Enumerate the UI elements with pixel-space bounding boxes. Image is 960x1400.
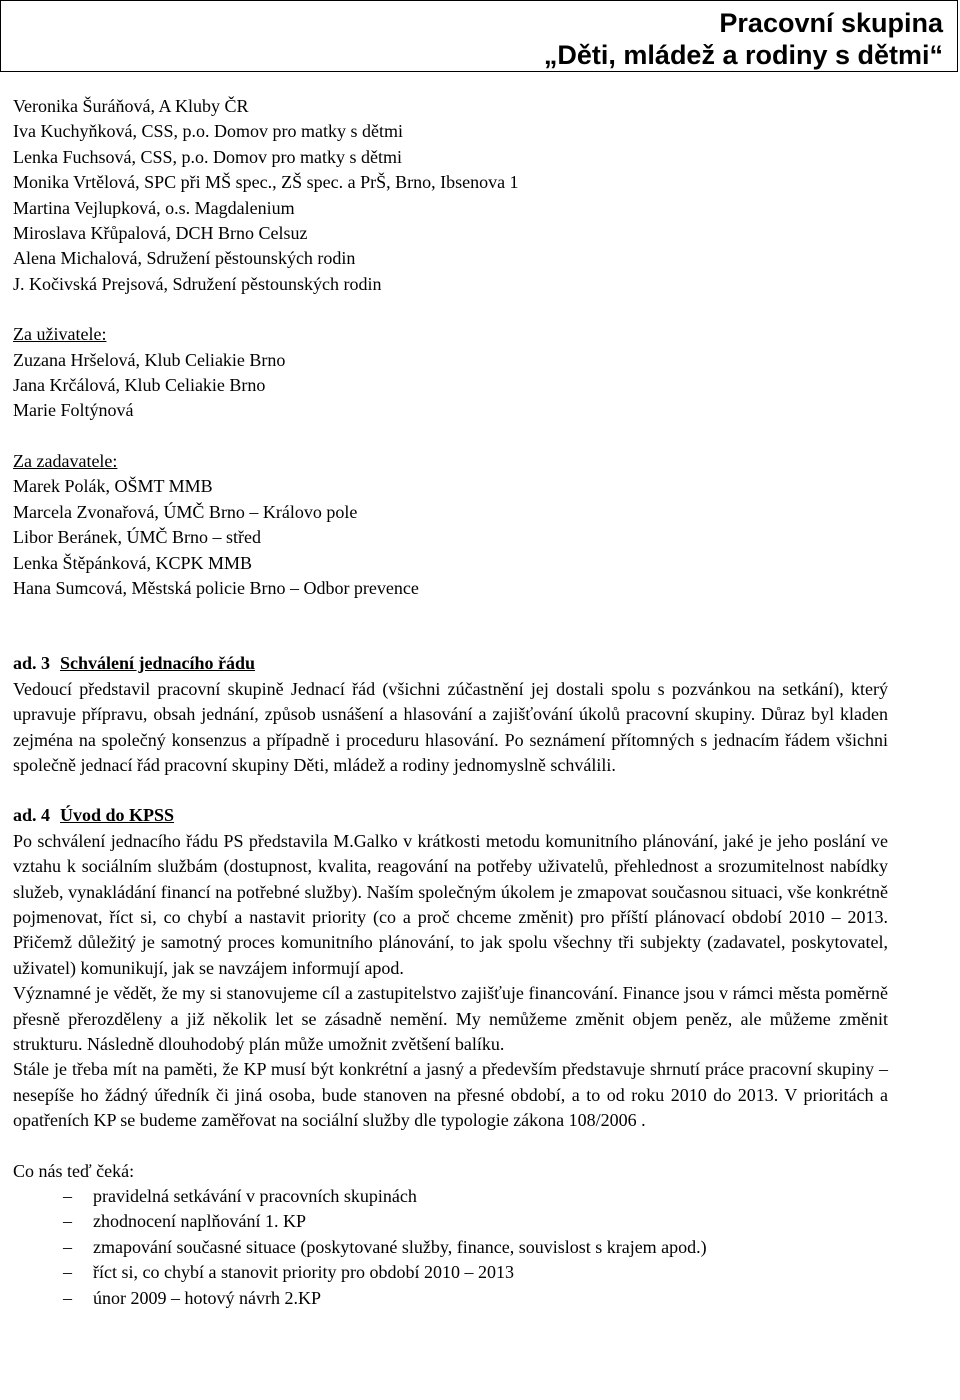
sponsors-heading: Za zadavatele: bbox=[13, 450, 118, 471]
list-item bbox=[13, 1260, 888, 1285]
section-4-paragraph-3: Stále je třeba mít na paměti, že KP musí být konkrétní a jasný a především představuje shrnutí práce pracovní skupiny – nesepíše ho žádný úředník či jiná osoba, bude stanoven na přesné období, a to od roku 2010 do 2013. V prioritách a opatřeních KP se budeme zaměřovat na sociální služby dle typologie zákona 108/2006 . bbox=[13, 1059, 888, 1131]
header-title-line2: „Děti, mládež a rodiny s dětmi“ bbox=[543, 40, 943, 70]
section-4-title: Úvod do KPSS bbox=[60, 805, 175, 826]
list-item-text: říct si, co chybí a stanovit priority pro období 2010 – 2013 bbox=[93, 1262, 514, 1283]
section-3 bbox=[13, 651, 888, 778]
section-4-heading bbox=[13, 803, 888, 828]
next-steps-list bbox=[13, 1184, 888, 1311]
member-line: Martina Vejlupková, o.s. Magdalenium bbox=[13, 197, 295, 218]
dash-bullet-icon: – bbox=[63, 1186, 72, 1207]
dash-bullet-icon: – bbox=[63, 1211, 72, 1232]
list-item bbox=[13, 1184, 888, 1209]
member-line: Alena Michalová, Sdružení pěstounských rodin bbox=[13, 248, 356, 269]
section-3-number: ad. 3 bbox=[13, 653, 51, 674]
next-steps-heading: Co nás teď čeká: bbox=[13, 1160, 135, 1181]
sponsor-line: Libor Beránek, ÚMČ Brno – střed bbox=[13, 527, 261, 548]
member-line: J. Kočivská Prejsová, Sdružení pěstounských rodin bbox=[13, 273, 382, 294]
dash-bullet-icon: – bbox=[63, 1262, 72, 1283]
list-item-text: zmapování současné situace (poskytované služby, finance, souvislost s krajem apod.) bbox=[93, 1236, 707, 1257]
section-3-heading bbox=[13, 651, 888, 676]
page-header bbox=[0, 0, 958, 72]
member-line: Miroslava Křůpalová, DCH Brno Celsuz bbox=[13, 223, 308, 244]
header-title-line1: Pracovní skupina bbox=[719, 8, 943, 38]
next-steps bbox=[13, 1159, 888, 1311]
member-line: Monika Vrtělová, SPC při MŠ spec., ZŠ spec. a PrŠ, Brno, Ibsenova 1 bbox=[13, 172, 519, 193]
header-title bbox=[544, 7, 943, 71]
sponsors-block bbox=[13, 449, 888, 601]
users-block bbox=[13, 322, 888, 424]
member-line: Veronika Šuráňová, A Kluby ČR bbox=[13, 96, 249, 116]
list-item-text: pravidelná setkávání v pracovních skupinách bbox=[93, 1186, 417, 1207]
dash-bullet-icon: – bbox=[63, 1236, 72, 1257]
member-line: Lenka Fuchsová, CSS, p.o. Domov pro matky s dětmi bbox=[13, 146, 402, 167]
users-heading: Za uživatele: bbox=[13, 324, 107, 345]
section-4 bbox=[13, 803, 888, 1133]
member-line: Iva Kuchyňková, CSS, p.o. Domov pro matky s dětmi bbox=[13, 121, 403, 142]
section-3-title: Schválení jednacího řádu bbox=[60, 653, 256, 674]
list-item bbox=[13, 1235, 888, 1260]
sponsor-line: Lenka Štěpánková, KCPK MMB bbox=[13, 552, 252, 573]
document-body bbox=[13, 94, 888, 1311]
user-line: Zuzana Hršelová, Klub Celiakie Brno bbox=[13, 349, 286, 370]
sponsor-line: Marek Polák, OŠMT MMB bbox=[13, 476, 213, 497]
section-4-paragraph-2: Významné je vědět, že my si stanovujeme cíl a zastupitelstvo zajišťuje financování. Finance jsou v rámci města poměrně přesně přerozděleny a již několik let se zásadně nemění. My nemůžeme změnit objem peněz, ale můžeme změnit strukturu. Následně dlouhodobý plán může umožnit zvětšení balíku. bbox=[13, 983, 888, 1054]
section-4-paragraph-1: Po schválení jednacího řádu PS představila M.Galko v krátkosti metodu komunitního plánování, jaké je jeho poslání ve vztahu k sociálním službám (dostupnost, kvalita, reagování na potřeby uživatelů, přehlednost a srozumitelnost nabídky služeb, vynakládání financí na potřebné služby). Naším společným úkolem je zmapovat současnou situaci, vše konkrétně pojmenovat, říct si, co chybí a nastavit priority (co a proč chceme změnit) pro příští plánovací období 2010 – 2013. Přičemž důležitý je samotný proces komunitního plánování, to jak spolu všechny tři subjekty (zadavatel, poskytovatel, uživatel) komunikují, jak se navzájem informují apod. bbox=[13, 830, 888, 978]
sponsor-line: Marcela Zvonařová, ÚMČ Brno – Královo pole bbox=[13, 501, 358, 522]
list-item-text: zhodnocení naplňování 1. KP bbox=[93, 1211, 306, 1232]
list-item bbox=[13, 1209, 888, 1234]
user-line: Marie Foltýnová bbox=[13, 400, 134, 421]
sponsor-line: Hana Sumcová, Městská policie Brno – Odbor prevence bbox=[13, 577, 419, 598]
list-item-text: únor 2009 – hotový návrh 2.KP bbox=[93, 1287, 321, 1308]
user-line: Jana Krčálová, Klub Celiakie Brno bbox=[13, 375, 266, 396]
section-4-number: ad. 4 bbox=[13, 805, 51, 826]
members-list bbox=[13, 94, 888, 297]
list-item bbox=[13, 1286, 888, 1311]
section-3-text: Vedoucí představil pracovní skupině Jednací řád (všichni zúčastnění jej dostali spolu s pozvánkou na setkání), který upravuje přípravu, obsah jednání, způsob usnášení a hlasování a zajišťování úkolů pracovní skupiny. Důraz byl kladen zejména na společný konsenzus a případně i proceduru hlasování. Po seznámení přítomných s jednacím řádem všichni společně jednací řád pracovní skupiny Děti, mládež a rodiny jednomyslně schválili. bbox=[13, 678, 888, 775]
dash-bullet-icon: – bbox=[63, 1287, 72, 1308]
